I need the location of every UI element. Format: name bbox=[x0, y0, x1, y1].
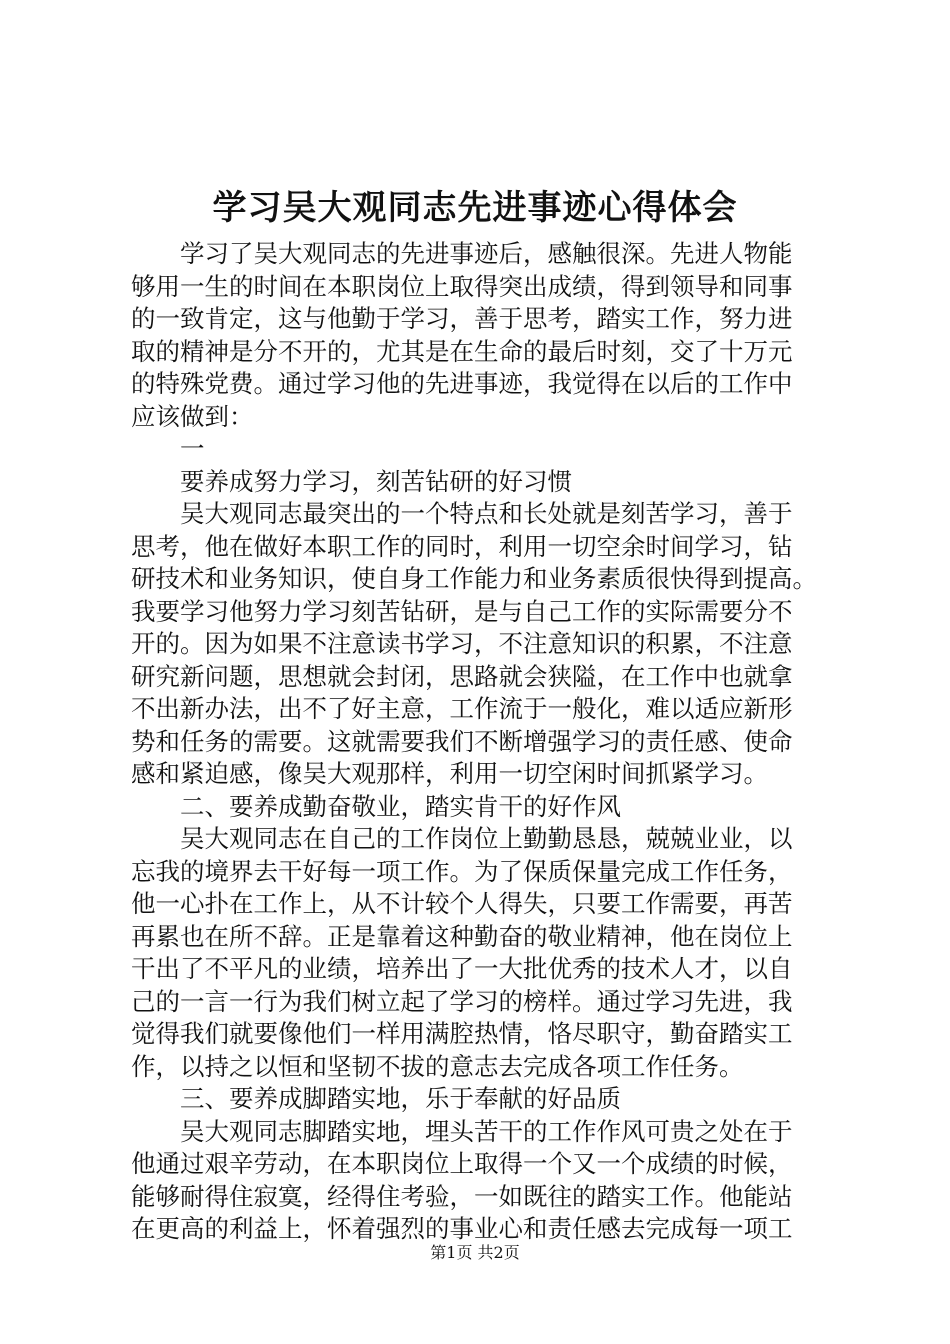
text-line: 取的精神是分不开的，尤其是在生命的最后时刻，交了十万元 bbox=[131, 336, 793, 366]
text-line: 不出新办法，出不了好主意，工作流于一般化，难以适应新形 bbox=[131, 694, 793, 723]
text-line: 吴大观同志最突出的一个特点和长处就是刻苦学习，善于 bbox=[180, 499, 793, 528]
text-line: 的一致肯定，这与他勤于学习，善于思考，踏实工作，努力进 bbox=[131, 304, 793, 333]
text-line: 开的。因为如果不注意读书学习，不注意知识的积累，不注意 bbox=[131, 629, 793, 658]
section-heading: 要养成努力学习，刻苦钻研的好习惯 bbox=[180, 466, 572, 496]
text-line: 学习了吴大观同志的先进事迹后，感触很深。先进人物能 bbox=[180, 239, 793, 268]
text-line: 他通过艰辛劳动，在本职岗位上取得一个又一个成绩的时候， bbox=[131, 1149, 793, 1178]
text-line: 吴大观同志脚踏实地，埋头苦干的工作作风可贵之处在于 bbox=[180, 1116, 793, 1146]
text-line: 忘我的境界去干好每一项工作。为了保质保量完成工作任务， bbox=[131, 856, 793, 886]
section-number: 一 bbox=[180, 434, 205, 463]
text-line: 研究新问题，思想就会封闭，思路就会狭隘，在工作中也就拿 bbox=[131, 661, 793, 691]
document-title: 学习吴大观同志先进事迹心得体会 bbox=[212, 188, 738, 228]
page-footer: 第1页 共2页 bbox=[430, 1243, 520, 1262]
text-line: 感和紧迫感，像吴大观那样，利用一切空闲时间抓紧学习。 bbox=[131, 759, 768, 788]
text-line: 他一心扑在工作上，从不计较个人得失，只要工作需要，再苦 bbox=[131, 889, 793, 918]
text-line: 研技术和业务知识，使自身工作能力和业务素质很快得到提高。 bbox=[131, 564, 817, 593]
text-line: 够用一生的时间在本职岗位上取得突出成绩，得到领导和同事 bbox=[131, 271, 793, 301]
section-heading: 二、要养成勤奋敬业，踏实肯干的好作风 bbox=[180, 791, 621, 821]
text-line: 再累也在所不辞。正是靠着这种勤奋的敬业精神，他在岗位上 bbox=[131, 921, 793, 951]
text-line: 觉得我们就要像他们一样用满腔热情，恪尽职守，勤奋踏实工 bbox=[131, 1019, 793, 1048]
text-line: 能够耐得住寂寞，经得住考验，一如既往的踏实工作。他能站 bbox=[131, 1181, 793, 1211]
text-line: 干出了不平凡的业绩，培养出了一大批优秀的技术人才，以自 bbox=[131, 954, 793, 983]
text-line: 的特殊党费。通过学习他的先进事迹，我觉得在以后的工作中 bbox=[131, 369, 793, 398]
document-body bbox=[131, 238, 831, 1246]
text-line: 思考，他在做好本职工作的同时，利用一切空余时间学习，钻 bbox=[131, 531, 793, 561]
section-heading: 三、要养成脚踏实地，乐于奉献的好品质 bbox=[180, 1084, 621, 1113]
text-line: 我要学习他努力学习刻苦钻研，是与自己工作的实际需要分不 bbox=[131, 596, 793, 626]
text-line: 应该做到： bbox=[131, 401, 254, 431]
text-line: 己的一言一行为我们树立起了学习的榜样。通过学习先进，我 bbox=[131, 986, 793, 1016]
text-line: 势和任务的需要。这就需要我们不断增强学习的责任感、使命 bbox=[131, 726, 793, 756]
text-line: 在更高的利益上，怀着强烈的事业心和责任感去完成每一项工 bbox=[131, 1214, 793, 1243]
text-line: 吴大观同志在自己的工作岗位上勤勤恳恳，兢兢业业，以 bbox=[180, 824, 793, 853]
text-line: 作，以持之以恒和坚韧不拔的意志去完成各项工作任务。 bbox=[131, 1051, 744, 1081]
